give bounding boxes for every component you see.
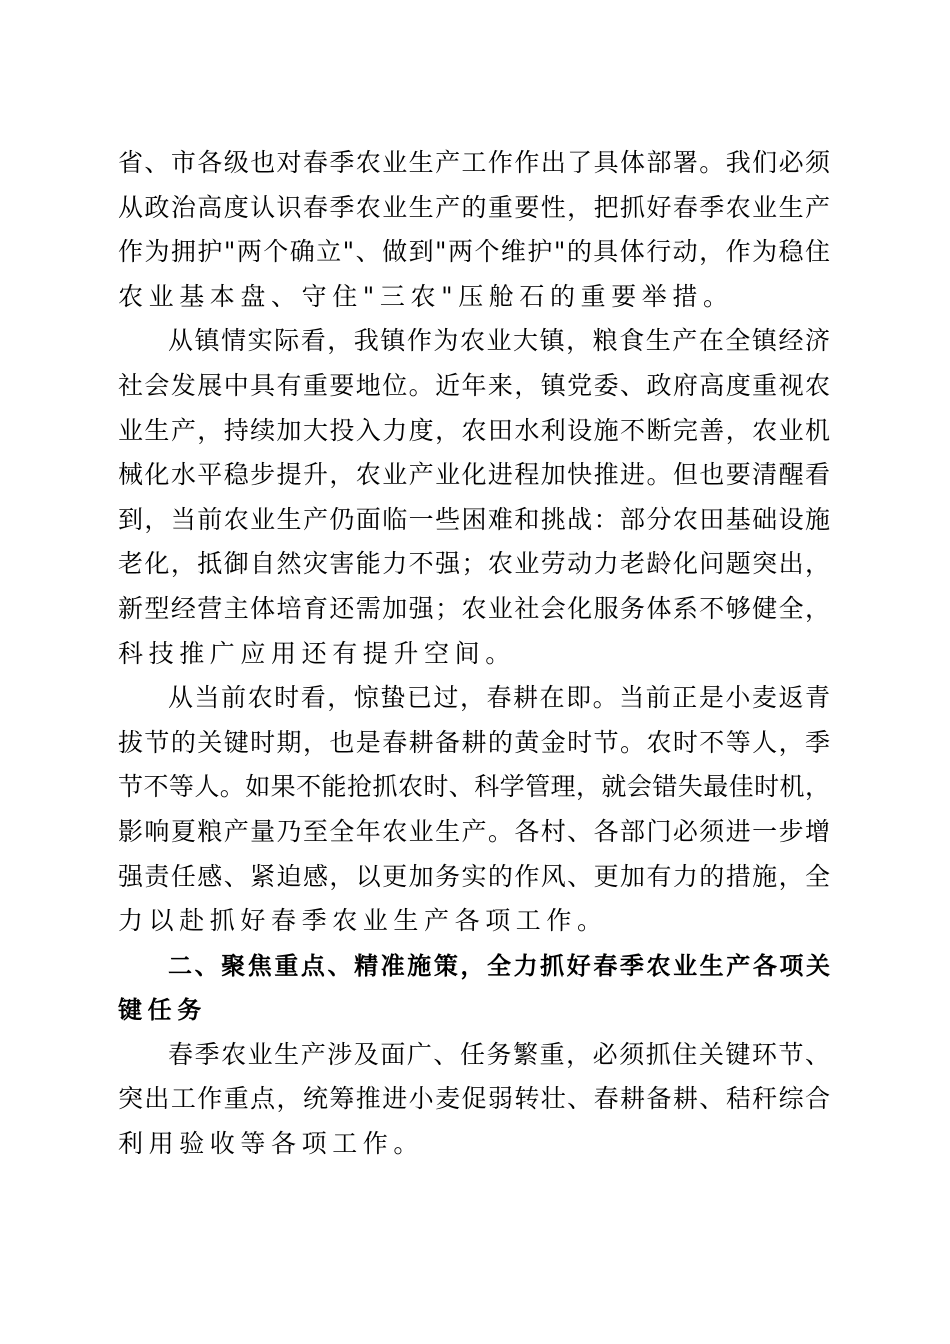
text-line: 省、市各级也对春季农业生产工作作出了具体部署。我们必须 bbox=[118, 148, 830, 177]
text-line: 利用验收等各项工作。 bbox=[118, 1129, 425, 1159]
text-line: 社会发展中具有重要地位。近年来，镇党委、政府高度重视农 bbox=[118, 370, 830, 400]
text-line: 影响夏粮产量乃至全年农业生产。各村、各部门必须进一步增 bbox=[118, 816, 830, 846]
paragraph-farming-season bbox=[118, 676, 830, 944]
text-line: 节不等人。如果不能抢抓农时、科学管理，就会错失最佳时机， bbox=[118, 772, 830, 802]
text-line: 新型经营主体培育还需加强；农业社会化服务体系不够健全， bbox=[118, 593, 830, 623]
text-line: 到，当前农业生产仍面临一些困难和挑战：部分农田基础设施 bbox=[118, 504, 830, 534]
text-line: 拔节的关键时期，也是春耕备耕的黄金时节。农时不等人，季 bbox=[118, 727, 830, 757]
text-line: 突出工作重点，统筹推进小麦促弱转壮、春耕备耕、秸秆综合 bbox=[118, 1084, 830, 1114]
paragraph-continuation bbox=[118, 141, 830, 319]
text-line: 业生产，持续加大投入力度，农田水利设施不断完善，农业机 bbox=[118, 415, 830, 445]
heading-line: 键任务 bbox=[118, 996, 207, 1025]
text-line: 械化水平稳步提升，农业产业化进程加快推进。但也要清醒看 bbox=[118, 460, 830, 490]
heading-line: 二、聚焦重点、精准施策，全力抓好春季农业生产各项关 bbox=[168, 951, 830, 980]
text-line: 力以赴抓好春季农业生产各项工作。 bbox=[118, 906, 608, 936]
section-heading bbox=[118, 944, 830, 1033]
text-line: 从当前农时看，惊蛰已过，春耕在即。当前正是小麦返青 bbox=[168, 683, 830, 713]
paragraph-key-tasks bbox=[118, 1033, 830, 1167]
text-line: 老化，抵御自然灾害能力不强；农业劳动力老龄化问题突出， bbox=[118, 549, 830, 579]
text-line: 春季农业生产涉及面广、任务繁重，必须抓住关键环节、 bbox=[168, 1039, 830, 1069]
text-line: 作为拥护"两个确立"、做到"两个维护"的具体行动，作为稳住 bbox=[118, 237, 830, 267]
paragraph-town-situation bbox=[118, 319, 830, 676]
text-line: 强责任感、紧迫感，以更加务实的作风、更加有力的措施，全 bbox=[118, 861, 830, 891]
text-line: 农业基本盘、守住"三农"压舱石的重要举措。 bbox=[118, 281, 734, 311]
text-line: 科技推广应用还有提升空间。 bbox=[118, 638, 516, 668]
document-page bbox=[118, 141, 830, 1167]
text-line: 从镇情实际看，我镇作为农业大镇，粮食生产在全镇经济 bbox=[168, 326, 830, 356]
text-line: 从政治高度认识春季农业生产的重要性，把抓好春季农业生产 bbox=[118, 192, 830, 222]
